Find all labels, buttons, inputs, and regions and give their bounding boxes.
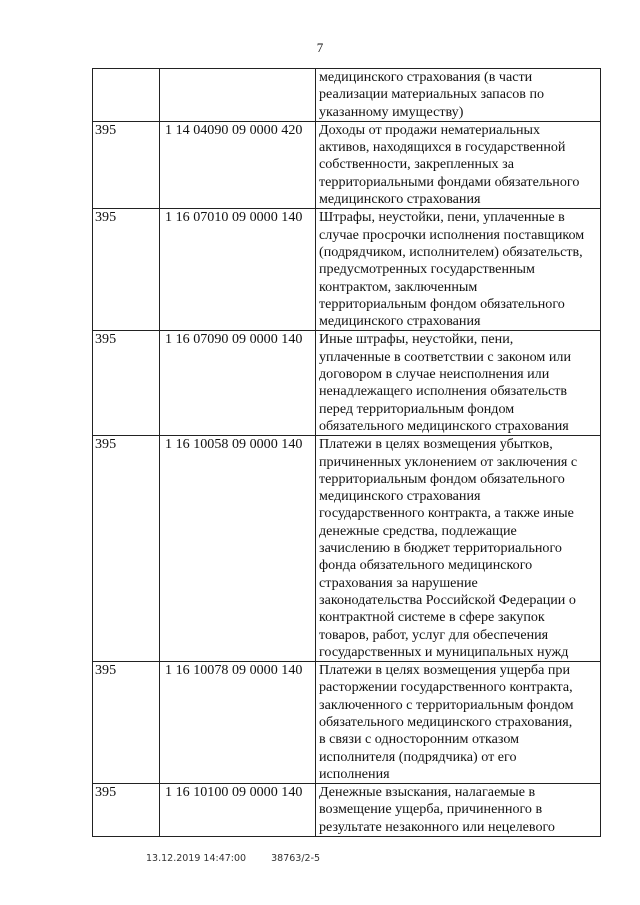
table-row [93, 436, 601, 662]
description-line: медицинского страхования [319, 488, 481, 505]
description-line: обязательного медицинского страхования, [319, 713, 573, 730]
description-line: (подрядчиком, исполнителем) обязательств, [319, 243, 583, 260]
description-line: уплаченные в соответствии с законом или [319, 348, 571, 365]
description-line: медицинского страхования [319, 191, 481, 208]
description-cell [316, 662, 601, 784]
description-cell [316, 331, 601, 436]
description-line: указанному имуществу) [319, 103, 464, 120]
description-line: товаров, работ, услуг для обеспечения [319, 626, 549, 643]
admin-code-cell: 395 [93, 784, 160, 837]
description-line: расторжении государственного контракта, [319, 679, 573, 696]
budget-code-cell: 1 16 07090 09 0000 140 [160, 331, 316, 436]
description-line: территориальными фондами обязательного [319, 173, 580, 190]
budget-classification-table [92, 68, 601, 837]
description-line: территориальным фондом обязательного [319, 295, 565, 312]
description-line: предусмотренных государственным [319, 261, 535, 278]
page-footer [146, 853, 320, 864]
description-line: территориальным фондом обязательного [319, 470, 565, 487]
description-line: обязательного медицинского страхования [319, 417, 569, 434]
budget-code-cell: 1 16 10078 09 0000 140 [160, 662, 316, 784]
description-line: медицинского страхования (в части [319, 69, 533, 85]
footer-document-id: 38763/2-5 [271, 853, 321, 864]
admin-code-cell: 395 [93, 331, 160, 436]
description-line: в связи с односторонним отказом [319, 731, 520, 748]
table-row [93, 784, 601, 837]
budget-code-cell: 1 16 10100 09 0000 140 [160, 784, 316, 837]
page-number: 7 [316, 40, 324, 55]
description-line: Иные штрафы, неустойки, пени, [319, 331, 514, 348]
description-line: Платежи в целях возмещения ущерба при [319, 662, 571, 679]
description-line: исполнителя (подрядчика) от его [319, 748, 517, 765]
description-line: собственности, закрепленных за [319, 156, 514, 173]
description-line: денежные средства, подлежащие [319, 522, 517, 539]
description-line: Доходы от продажи нематериальных [319, 121, 541, 138]
budget-code-cell: 1 16 07010 09 0000 140 [160, 209, 316, 331]
description-line: заключенного с территориальным фондом [319, 696, 574, 713]
admin-code-cell: 395 [93, 662, 160, 784]
description-line: страхования за нарушение [319, 574, 478, 591]
description-line: государственных и муниципальных нужд [319, 643, 569, 660]
description-line: причиненных уклонением от заключения с [319, 453, 578, 470]
description-line: фонда обязательного медицинского [319, 557, 533, 574]
admin-code-cell: 395 [93, 436, 160, 662]
description-line: исполнения [319, 765, 390, 782]
description-line: законодательства Российской Федерации о [319, 591, 576, 608]
footer-timestamp: 13.12.2019 14:47:00 [146, 853, 247, 864]
description-line: перед территориальным фондом [319, 400, 515, 417]
description-cell [316, 436, 601, 662]
description-line: Платежи в целях возмещения убытков, [319, 436, 553, 453]
description-cell [316, 69, 601, 122]
admin-code-cell: 395 [93, 121, 160, 208]
description-line: случае просрочки исполнения поставщиком [319, 226, 585, 243]
description-line: реализации материальных запасов по [319, 86, 545, 103]
description-cell [316, 209, 601, 331]
table-row [93, 209, 601, 331]
description-line: активов, находящихся в государственной [319, 139, 566, 156]
budget-code-cell: 1 16 10058 09 0000 140 [160, 436, 316, 662]
description-line: государственного контракта, а также иные [319, 505, 574, 522]
description-cell [316, 121, 601, 208]
description-line: зачислению в бюджет территориального [319, 540, 562, 557]
description-line: контрактом, заключенным [319, 278, 478, 295]
description-line: Штрафы, неустойки, пени, уплаченные в [319, 209, 565, 226]
description-line: контрактной системе в сфере закупок [319, 609, 545, 626]
budget-code-cell [160, 69, 316, 122]
table-row [93, 69, 601, 122]
admin-code-cell [93, 69, 160, 122]
description-line: результате незаконного или нецелевого [319, 818, 555, 835]
description-line: медицинского страхования [319, 313, 481, 330]
budget-code-cell: 1 14 04090 09 0000 420 [160, 121, 316, 208]
description-line: ненадлежащего исполнения обязательств [319, 383, 568, 400]
table-row [93, 662, 601, 784]
description-line: Денежные взыскания, налагаемые в [319, 784, 536, 801]
table-row [93, 121, 601, 208]
admin-code-cell: 395 [93, 209, 160, 331]
table-row [93, 331, 601, 436]
description-line: договором в случае неисполнения или [319, 366, 550, 383]
description-cell [316, 784, 601, 837]
description-line: возмещение ущерба, причиненного в [319, 801, 543, 818]
